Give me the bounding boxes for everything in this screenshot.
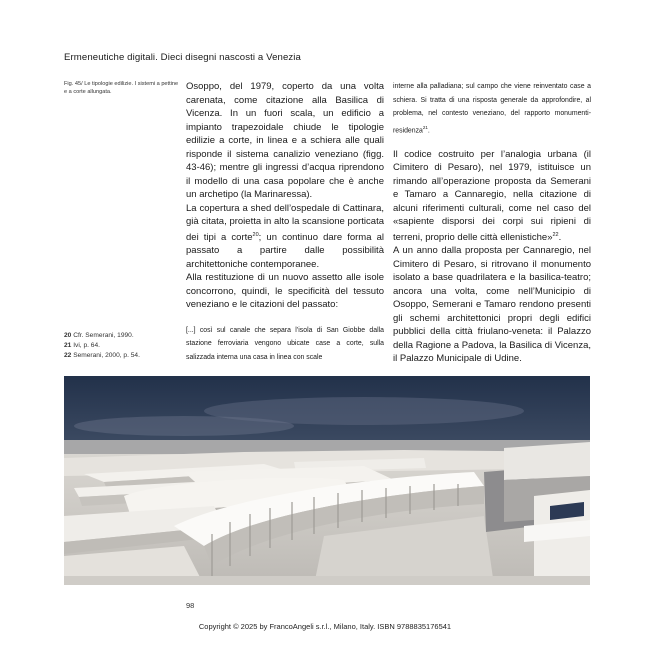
footnote-text: Cfr. Semerani, 1990. bbox=[73, 332, 134, 339]
block-quote: [...] così sul canale che separa l’isola di San Giobbe dalla stazione ferroviaria vengono ubicate case a corte, sulla salizzada interna una casa in linea con scale bbox=[186, 326, 384, 361]
footnote-number: 21 bbox=[64, 342, 72, 349]
paragraph: A un anno dalla proposta per Cannaregio, nel Cimitero di Pesaro, si ritrovano il monumento isolato a base quadrilatera e la basilica-teatro; ancora una volta, come nell’Municipio di Osoppo, Semerani e Tamaro rendono presenti gli schemi architettonici propri degli edifici pubblici della città friulano-veneta: il Palazzo della Ragione a Padova, la Basilica di Vicenza, il Palazzo Municipale di Udine. bbox=[393, 245, 591, 365]
footnote-text: Semerani, 2000, p. 54. bbox=[73, 352, 140, 359]
page-number: 98 bbox=[186, 601, 195, 610]
paragraph-text: ; un continuo dare forma al passato a partire dalle possibilità architettoniche contemporanee. bbox=[186, 231, 384, 270]
architectural-render-image bbox=[64, 376, 590, 585]
footnote bbox=[64, 351, 182, 361]
paragraph: Alla restituzione di un nuovo assetto alle isole concorrono, quindi, le specificità del tessuto veneziano e le citazioni del passato: bbox=[186, 272, 384, 311]
quote-text: . bbox=[427, 127, 430, 135]
paragraph-text: La copertura a shed dell’ospedale di Cattinara, già citata, proietta in alto la scansione porticata dei tipi a corte bbox=[186, 202, 384, 243]
footnote-number: 22 bbox=[64, 352, 72, 359]
footnote-text: Ivi, p. 64. bbox=[73, 342, 100, 349]
figure-caption: Fig. 45/ Le tipologie edilizie. I sistemi a pettine e a corte allungata. bbox=[64, 81, 179, 95]
footnote-number: 20 bbox=[64, 332, 72, 339]
footnote bbox=[64, 341, 182, 351]
paragraph-text: . bbox=[558, 231, 562, 243]
paragraph: Osoppo, del 1979, coperto da una volta carenata, come citazione alla Basilica di Vicenza. In un fuori scala, un edificio a impianto trapezoidale chiude le tipologie edilizie a corte, in linea e a schiera alle quali risponde il sistema canalizio veneziano (figg. 43-46); mentre gli ingressi d’acqua riprendono il modello di una casa popolare che è anche un archetipo (la Marinaressa). bbox=[186, 81, 384, 200]
text-column-left bbox=[186, 80, 384, 364]
footnote bbox=[64, 331, 182, 341]
quote-text: interne alla palladiana; sul campo che viene reinventato case a schiera. Si tratta di una risposta generale da approfondire, al problema, nel contesto veneziano, del rapporto monumenti-residenza bbox=[393, 83, 591, 135]
block-quote bbox=[393, 80, 591, 138]
paragraph bbox=[393, 148, 591, 245]
footnote-ref: 20 bbox=[252, 231, 259, 238]
running-title: Ermeneutiche digitali. Dieci disegni nascosti a Venezia bbox=[64, 52, 301, 63]
paragraph-text: Il codice costruito per l’analogia urbana (il Cimitero di Pesaro), nel 1979, istituisce un rimando all’operazione proposta da Semerani e Tamaro a Cannaregio, nella citazione di alcuni riferimenti culturali, come nel caso del «sapiente disporsi dei corpi sui ripieni di terreni, proprio delle città ellenistiche» bbox=[393, 148, 591, 243]
paragraph bbox=[186, 202, 384, 272]
copyright-notice: Copyright © 2025 by FrancoAngeli s.r.l., Milano, Italy. ISBN 9788835176541 bbox=[198, 622, 452, 631]
footnotes bbox=[64, 331, 182, 361]
text-column-right bbox=[393, 80, 591, 366]
footnote-ref: 22 bbox=[552, 231, 559, 238]
footnote-ref: 21 bbox=[422, 124, 428, 130]
